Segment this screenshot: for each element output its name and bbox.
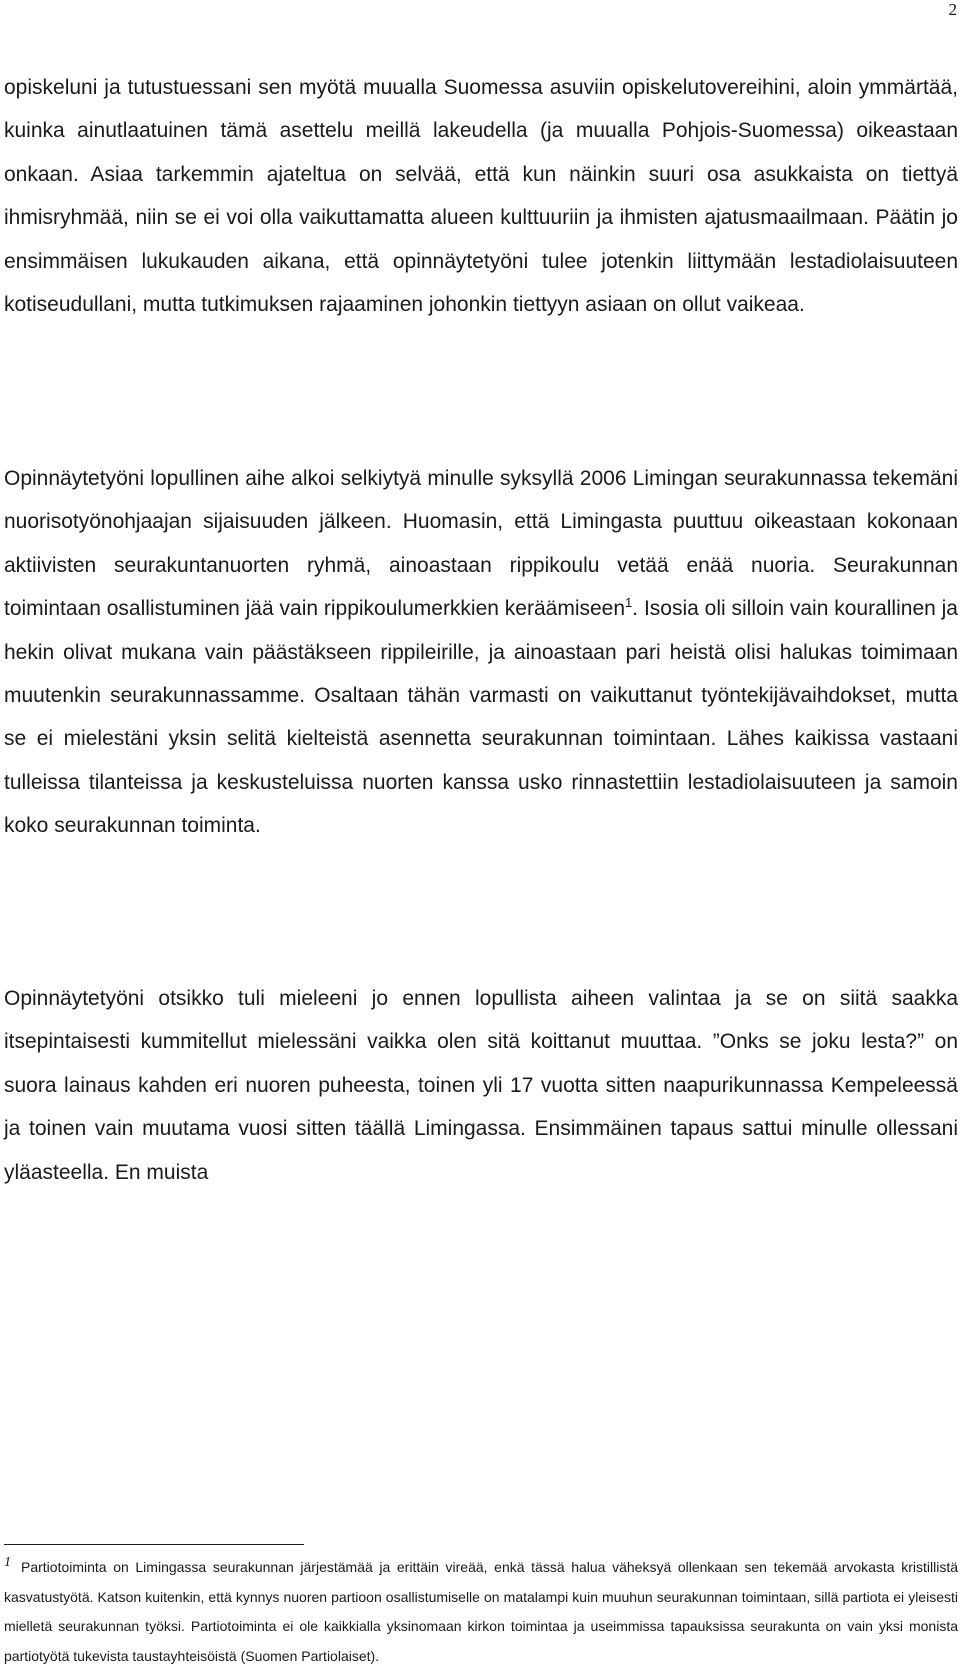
body-paragraph	[4, 457, 958, 848]
footnote-marker: 1	[4, 1555, 11, 1571]
footnote-reference[interactable]: 1	[625, 595, 633, 611]
body-paragraph: opiskeluni ja tutustuessani sen myötä muualla Suomessa asuviin opiskelutovereihini, aloin ymmärtää, kuinka ainutlaatuinen tämä asettelu meillä lakeudella (ja muualla Pohjois-Suomessa) oikeastaan onkaan. Asiaa tarkemmin ajateltua on selvää, että kun näinkin suuri osa asukkaista on tiettyä ihmisryhmää, niin se ei voi olla vaikuttamatta alueen kulttuuriin ja ihmisten ajatusmaailmaan. Päätin jo ensimmäisen lukukauden aikana, että opinnäytetyöni tulee jotenkin liittymään lestadiolaisuuteen kotiseudullani, mutta tutkimuksen rajaaminen johonkin tiettyyn asiaan on ollut vaikeaa.	[4, 76, 958, 317]
footnote-separator	[4, 1544, 304, 1545]
body-paragraph: Opinnäytetyöni otsikko tuli mieleeni jo ennen lopullista aiheen valintaa ja se on siitä saakka itsepintaisesti kummitellut mielessäni vaikka olen sitä koittanut muuttaa. ”Onks se joku lesta?” on suora lainaus kahden eri nuoren puheesta, toinen yli 17 vuotta sitten naapurikunnassa Kempeleessä ja toinen vain muutama vuosi sitten täällä Limingassa. Ensimmäinen tapaus sattui minulle ollessani yläasteella. En muista	[4, 987, 958, 1184]
page-number: 2	[948, 0, 957, 19]
paragraph-text: . Isosia oli silloin vain kourallinen ja hekin olivat mukana vain päästäkseen rippileirille, ja ainoastaan pari heistä olisi halukas toimimaan muutenkin seurakunnassamme. Osaltaan tähän varmasti on vaikuttanut työntekijävaihdokset, mutta se ei mielestäni yksin selitä kielteistä asennetta seurakunnan toimintaan. Lähes kaikissa vastaani tulleissa tilanteissa ja keskusteluissa nuorten kanssa usko rinnastettiin lestadiolaisuuteen ja samoin koko seurakunnan toiminta.	[4, 597, 958, 838]
paragraph-text: Opinnäytetyöni lopullinen aihe alkoi selkiytyä minulle syksyllä 2006 Limingan seurakunnassa tekemäni nuorisotyönohjaajan sijaisuuden jälkeen. Huomasin, että Limingasta puuttuu oikeastaan kokonaan aktiivisten seurakuntanuorten ryhmä, ainoastaan rippikoulu vetää enää nuoria. Seurakunnan toimintaan osallistuminen jää vain rippikoulumerkkien keräämiseen	[4, 467, 958, 621]
footnote	[4, 1553, 958, 1671]
footnote-text: Partiotoiminta on Limingassa seurakunnan järjestämää ja erittäin vireää, enkä tässä halua väheksyä ollenkaan sen tekemää arvokasta kristillistä kasvatustyötä. Katson kuitenkin, että kynnys nuoren partioon osallistumiselle on matalampi kuin muuhun seurakunnan toimintaan, sillä partiota ei yleisesti mielletä seurakunnan työksi. Partiotoiminta ei ole kaikkialla yksinomaan kirkon toimintaa ja useimmissa tapauksissa seurakunta on vain yksi monista partiotyötä tukevista taustayhteisöistä (Suomen Partiolaiset).	[4, 1559, 958, 1664]
